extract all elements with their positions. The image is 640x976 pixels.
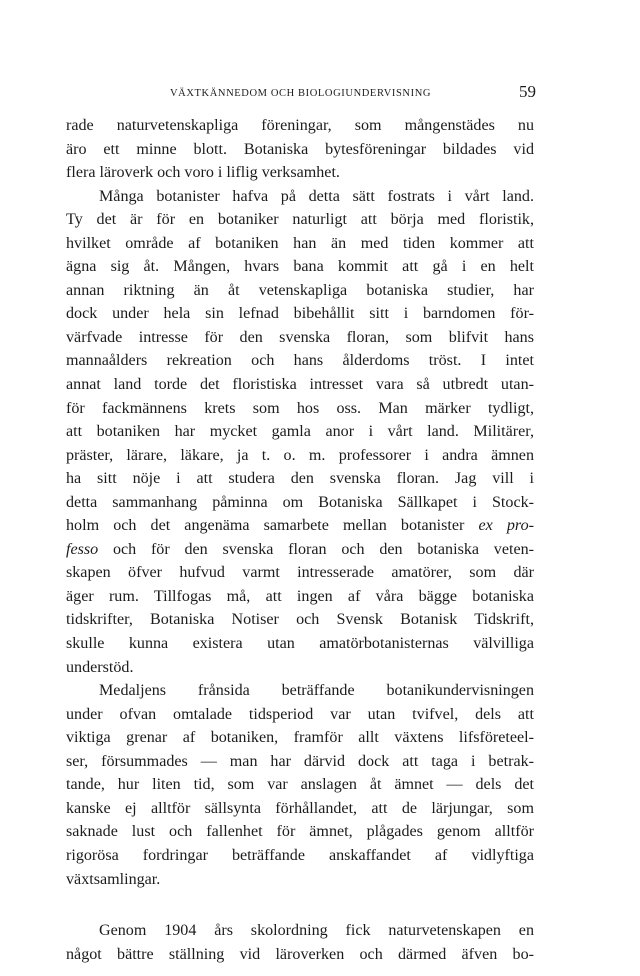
text-line: viktiga grenar af botaniken, framför allt växtens lifsföreteel- [66,729,534,747]
body-text [66,114,534,966]
text-line: under ofvan omtalade tidsperiod var utan tvifvel, dels att [66,705,534,723]
text-line: att botaniken har mycket gamla anor i vårt land. Militärer, [66,423,534,441]
italic-phrase: fesso [66,540,99,558]
page-number: 59 [519,82,536,101]
text-line-with-italic [66,514,534,538]
text-line: skapen öfver hufvud varmt intresserade amatörer, som där [66,564,534,582]
text-line: annan riktning än åt vetenskapliga botaniska studier, har [66,281,534,299]
text-line: Medaljens frånsida beträffande botanikundervisningen [99,682,534,700]
paragraph-gap [66,891,534,919]
text-line: ha sitt nöje i att studera den svenska floran. Jag vill i [66,470,534,488]
text-line-with-italic [66,538,534,562]
text-line: värfvade intresse för den svenska floran, som blifvit hans [66,328,534,346]
text-line: för fackmännens krets som hos oss. Man märker tydligt, [66,399,534,417]
text-line: annat land torde det floristiska intresset vara så utbredt utan- [66,376,534,394]
text-line: hvilket område af botaniken han än med tiden kommer att [66,234,534,252]
text-line: rigorösa fordringar beträffande anskaffandet af vidlyftiga [66,846,534,864]
text-line: Ty det är för en botaniker naturligt att börja med floristik, [66,211,534,229]
text-line: tidskrifter, Botaniska Notiser och Svensk Botanisk Tidskrift, [66,611,534,629]
text-line: flera läroverk och voro i liflig verksamhet. [66,164,340,182]
text-line: rade naturvetenskapliga föreningar, som mångenstädes nu [66,117,534,134]
text-line: präster, lärare, läkare, ja t. o. m. professorer i andra ämnen [66,446,534,464]
text-line: saknade lust och fallenhet för ämnet, plågades genom alltför [66,823,534,841]
text-line: mannaålders rekreation och hans ålderdoms tröst. I intet [66,352,534,370]
text-line: Genom 1904 års skolordning fick naturvetenskapen en [99,922,534,940]
text-line: äger rum. Tillfogas må, att ingen af våra bägge botaniska [66,587,534,605]
text-segment: holm och det angenäma samarbete mellan botanister [66,517,465,535]
text-line: ägna sig åt. Mången, hvars bana kommit att gå i en helt [66,258,534,276]
text-segment: och för den svenska floran och den botaniska veten- [112,540,534,558]
text-line: växtsamlingar. [66,870,161,888]
text-line: ser, försummades — man har därvid dock att taga i betrak- [66,752,534,770]
italic-phrase: ex pro- [478,517,534,535]
text-line: något bättre ställning vid läroverken och därmed äfven bo- [66,945,534,963]
text-line: kanske ej alltför sällsynta förhållandet, att de lärjungar, som [66,799,534,817]
text-line: Många botanister hafva på detta sätt fostrats i vårt land. [99,187,534,205]
running-head: VÄXTKÄNNEDOM OCH BIOLOGIUNDERVISNING [170,88,432,99]
text-line: tande, hur liten tid, som var anslagen åt ämnet — dels det [66,776,534,794]
text-line: detta sammanhang påminna om Botaniska Sällkapet i Stock- [66,493,534,511]
text-line: dock under hela sin lefnad bibehållit sitt i barndomen för- [66,305,534,323]
text-line: skulle kunna existera utan amatörbotanisternas välvilliga [66,635,534,653]
text-line: äro ett minne blott. Botaniska bytesföreningar bildades vid [66,140,534,158]
page-header [66,82,536,106]
text-line: understöd. [66,658,134,676]
